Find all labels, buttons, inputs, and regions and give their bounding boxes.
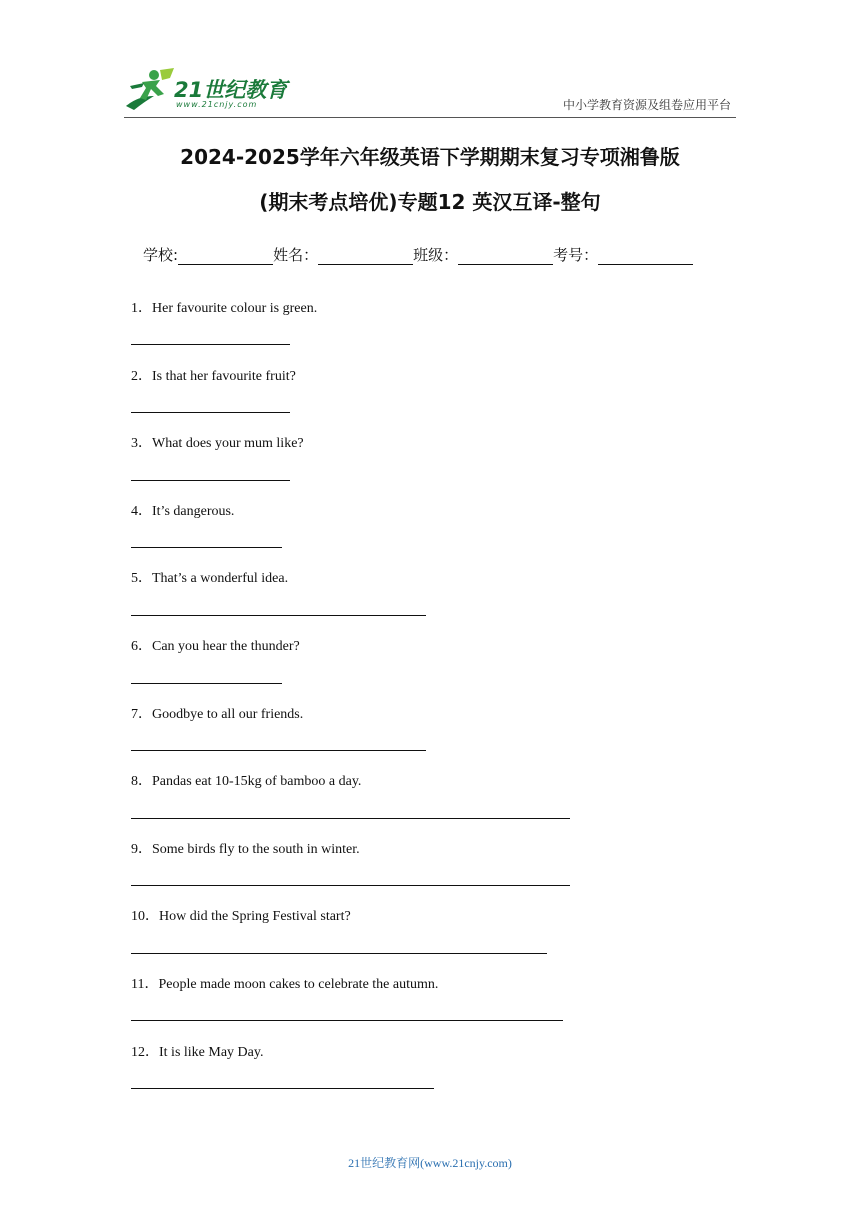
question-number: 1． [131, 301, 152, 316]
question-item [131, 770, 361, 790]
footer-link[interactable]: 21世纪教育网(www.21cnjy.com) [348, 1156, 512, 1170]
question-text: Her favourite colour is green. [152, 301, 318, 316]
student-info-row [143, 244, 693, 265]
platform-tagline: 中小学教育资源及组卷应用平台 [562, 98, 731, 112]
question-text: Is that her favourite fruit? [152, 369, 296, 384]
answer-line[interactable] [131, 818, 570, 819]
class-blank[interactable] [458, 246, 553, 265]
answer-line[interactable] [131, 750, 426, 751]
class-label: 班级： [413, 246, 459, 264]
page-header [0, 0, 860, 120]
answer-line[interactable] [131, 1088, 434, 1089]
name-blank[interactable] [318, 246, 413, 265]
question-item [131, 635, 300, 655]
question-number: 3． [131, 436, 152, 451]
question-text: It’s dangerous. [152, 504, 235, 519]
question-number: 12． [131, 1045, 159, 1060]
answer-line[interactable] [131, 480, 290, 481]
question-item [131, 567, 288, 587]
question-text: Can you hear the thunder? [152, 639, 300, 654]
question-text: People made moon cakes to celebrate the autumn. [158, 977, 439, 992]
question-item [131, 365, 296, 385]
question-number: 10． [131, 909, 159, 924]
question-text: Pandas eat 10-15kg of bamboo a day. [152, 774, 362, 789]
question-item [131, 905, 351, 925]
question-text: That’s a wonderful idea. [152, 571, 289, 586]
question-item [131, 297, 317, 317]
question-item [131, 432, 304, 452]
runner-icon [120, 66, 176, 112]
question-item [131, 703, 303, 723]
answer-line[interactable] [131, 615, 426, 616]
site-logo[interactable] [120, 66, 300, 116]
answer-line[interactable] [131, 1020, 563, 1021]
question-text: It is like May Day. [159, 1045, 264, 1060]
question-number: 5． [131, 571, 152, 586]
answer-line[interactable] [131, 412, 290, 413]
answer-line[interactable] [131, 344, 290, 345]
page-title-line1: 2024-2025学年六年级英语下学期期末复习专项湘鲁版 [180, 145, 680, 169]
question-text: Goodbye to all our friends. [152, 707, 304, 722]
question-number: 4． [131, 504, 152, 519]
number-label: 考号： [553, 246, 599, 264]
header-divider [124, 117, 736, 118]
question-text: How did the Spring Festival start? [159, 909, 351, 924]
question-number: 9． [131, 842, 152, 857]
logo-url: www.21cnjy.com [176, 100, 258, 109]
question-item [131, 838, 360, 858]
question-item [131, 973, 438, 993]
question-text: What does your mum like? [152, 436, 304, 451]
school-label: 学校: [143, 246, 179, 264]
school-blank[interactable] [178, 246, 273, 265]
answer-line[interactable] [131, 953, 547, 954]
question-number: 2． [131, 369, 152, 384]
page-title-line2: (期末考点培优)专题12 英汉互译-整句 [259, 190, 601, 214]
question-number: 8． [131, 774, 152, 789]
number-blank[interactable] [598, 246, 693, 265]
question-number: 11． [131, 977, 159, 992]
question-number: 6． [131, 639, 152, 654]
answer-line[interactable] [131, 547, 282, 548]
logo-wordmark: 21世纪教育 [174, 78, 288, 102]
answer-line[interactable] [131, 683, 282, 684]
question-number: 7． [131, 707, 152, 722]
question-text: Some birds fly to the south in winter. [152, 842, 360, 857]
question-item [131, 1041, 263, 1061]
name-label: 姓名： [273, 246, 319, 264]
answer-line[interactable] [131, 885, 570, 886]
question-item [131, 500, 234, 520]
